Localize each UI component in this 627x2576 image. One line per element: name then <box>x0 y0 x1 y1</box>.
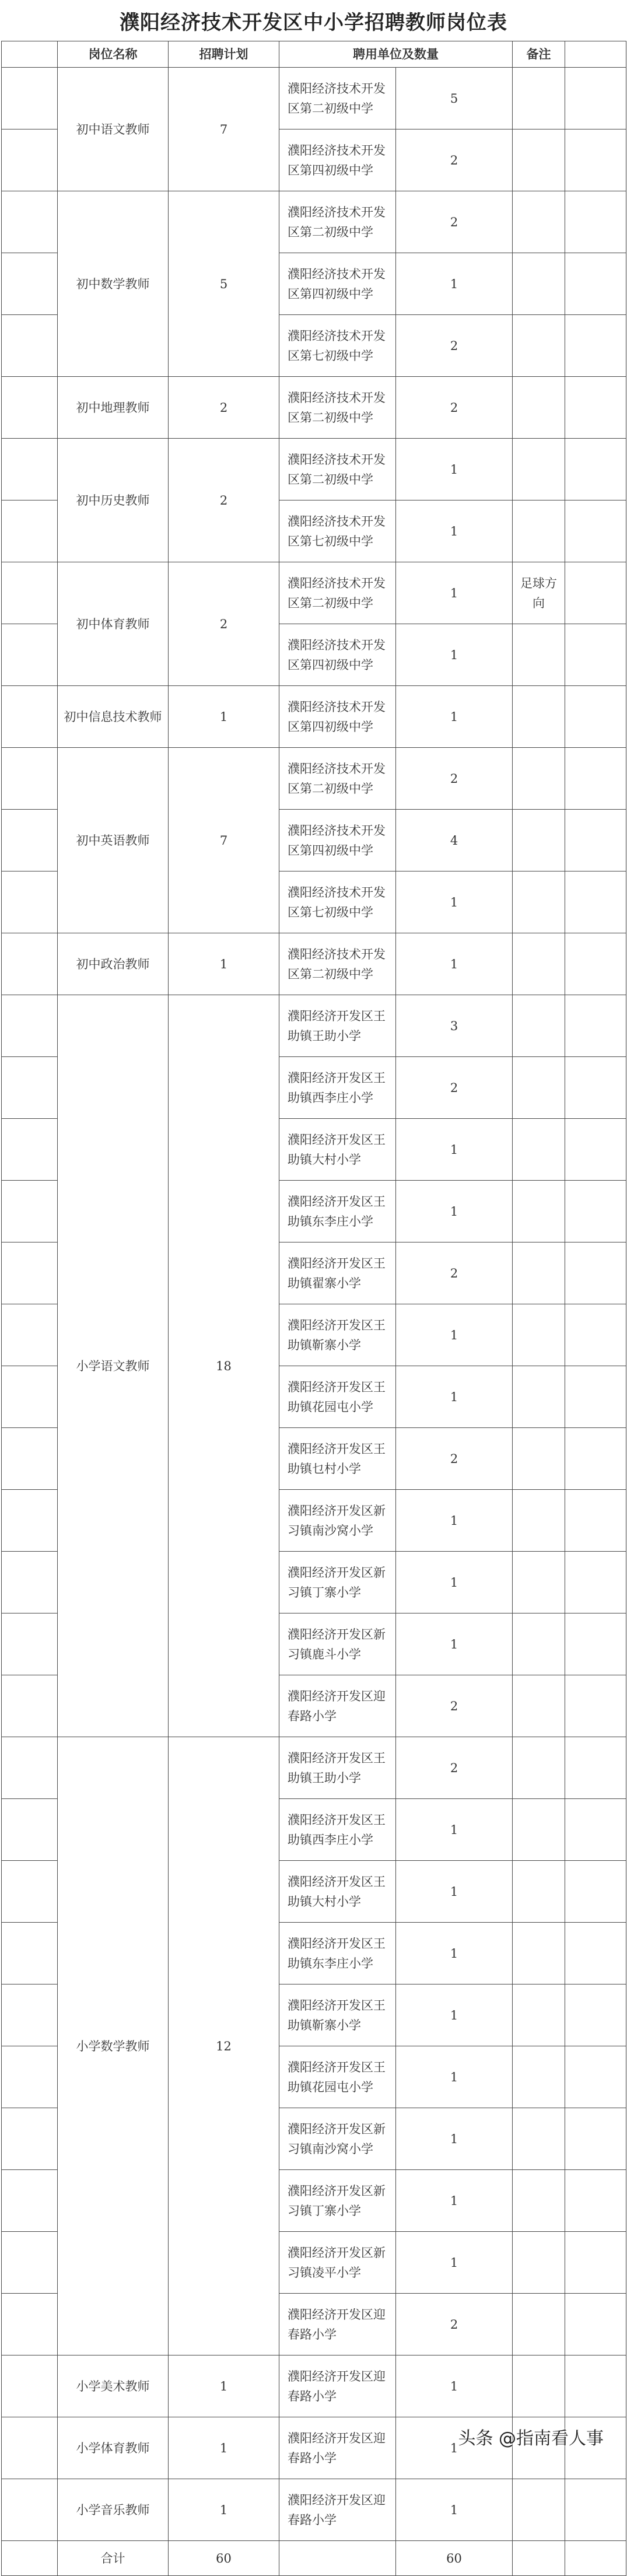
note-cell <box>513 2232 565 2294</box>
note-cell <box>513 1428 565 1490</box>
plan-count-cell: 2 <box>169 439 279 562</box>
page-title: 濮阳经济技术开发区中小学招聘教师岗位表 <box>120 10 507 34</box>
unit-count-cell: 1 <box>396 2356 513 2417</box>
note-cell <box>513 995 565 1057</box>
total-count: 60 <box>396 2541 513 2576</box>
row-blank-cell <box>2 377 58 439</box>
row-blank-cell <box>2 933 58 995</box>
table-row <box>2 562 626 624</box>
table-row <box>2 68 626 130</box>
row-blank-cell <box>2 1119 58 1181</box>
header-plan: 招聘计划 <box>169 41 279 68</box>
note-cell <box>513 810 565 872</box>
unit-name-cell: 濮阳经济技术开发区第二初级中学 <box>279 933 396 995</box>
unit-count-cell: 2 <box>396 1428 513 1490</box>
plan-count-cell: 1 <box>169 933 279 995</box>
unit-count-cell: 2 <box>396 315 513 377</box>
post-name-cell: 初中地理教师 <box>58 377 169 439</box>
extra-cell <box>565 377 626 439</box>
plan-count-cell: 1 <box>169 2479 279 2541</box>
unit-count-cell: 1 <box>396 872 513 933</box>
note-cell <box>513 377 565 439</box>
header-note: 备注 <box>513 41 565 68</box>
header-extra <box>565 41 626 68</box>
post-name-cell: 小学音乐教师 <box>58 2479 169 2541</box>
row-blank-cell <box>2 2294 58 2356</box>
unit-name-cell: 濮阳经济开发区王助镇翟寨小学 <box>279 1242 396 1304</box>
row-blank-cell <box>2 315 58 377</box>
extra-cell <box>565 2170 626 2232</box>
unit-name-cell: 濮阳经济开发区王助镇大村小学 <box>279 1119 396 1181</box>
unit-name-cell: 濮阳经济技术开发区第七初级中学 <box>279 872 396 933</box>
unit-name-cell: 濮阳经济技术开发区第二初级中学 <box>279 439 396 501</box>
table-row <box>2 439 626 501</box>
note-cell <box>513 1552 565 1614</box>
extra-cell <box>565 1923 626 1985</box>
row-blank-cell <box>2 2046 58 2108</box>
unit-count-cell: 2 <box>396 1737 513 1799</box>
table-row <box>2 686 626 748</box>
row-blank-cell <box>2 1552 58 1614</box>
unit-count-cell: 1 <box>396 2170 513 2232</box>
extra-cell <box>565 1181 626 1242</box>
note-cell <box>513 2356 565 2417</box>
unit-count-cell: 1 <box>396 2108 513 2170</box>
unit-count-cell: 1 <box>396 1799 513 1861</box>
unit-name-cell: 濮阳经济开发区王助镇东李庄小学 <box>279 1923 396 1985</box>
watermark: 头条 @指南看人事 <box>458 2428 604 2449</box>
unit-count-cell: 1 <box>396 2417 513 2479</box>
row-blank-cell <box>2 1675 58 1737</box>
table-row <box>2 2356 626 2417</box>
extra-cell <box>565 1737 626 1799</box>
plan-count-cell: 1 <box>169 686 279 748</box>
post-name-cell: 初中数学教师 <box>58 191 169 377</box>
row-blank-cell <box>2 1490 58 1552</box>
total-blank-cell <box>2 2541 58 2576</box>
row-blank-cell <box>2 1428 58 1490</box>
note-cell <box>513 1490 565 1552</box>
row-blank-cell <box>2 1304 58 1366</box>
total-unit-blank <box>279 2541 396 2576</box>
extra-cell <box>565 933 626 995</box>
row-blank-cell <box>2 562 58 624</box>
unit-count-cell: 1 <box>396 562 513 624</box>
note-cell <box>513 1737 565 1799</box>
extra-cell <box>565 2294 626 2356</box>
extra-cell <box>565 686 626 748</box>
note-cell <box>513 1614 565 1675</box>
row-blank-cell <box>2 872 58 933</box>
note-cell <box>513 1119 565 1181</box>
unit-count-cell: 1 <box>396 1552 513 1614</box>
table-row <box>2 191 626 253</box>
unit-name-cell: 濮阳经济开发区王助镇王助小学 <box>279 1737 396 1799</box>
plan-count-cell: 5 <box>169 191 279 377</box>
row-blank-cell <box>2 2108 58 2170</box>
plan-count-cell: 7 <box>169 68 279 191</box>
row-blank-cell <box>2 1861 58 1923</box>
unit-count-cell: 2 <box>396 2294 513 2356</box>
row-blank-cell <box>2 1985 58 2046</box>
extra-cell <box>565 2232 626 2294</box>
post-name-cell: 小学体育教师 <box>58 2417 169 2479</box>
row-blank-cell <box>2 253 58 315</box>
unit-count-cell: 1 <box>396 1985 513 2046</box>
row-blank-cell <box>2 1923 58 1985</box>
extra-cell <box>565 2108 626 2170</box>
unit-name-cell: 濮阳经济技术开发区第二初级中学 <box>279 68 396 130</box>
unit-count-cell: 1 <box>396 1119 513 1181</box>
unit-count-cell: 1 <box>396 1490 513 1552</box>
note-cell <box>513 624 565 686</box>
extra-cell <box>565 1985 626 2046</box>
plan-count-cell: 1 <box>169 2417 279 2479</box>
extra-cell <box>565 315 626 377</box>
extra-cell <box>565 1675 626 1737</box>
header-row <box>2 41 626 68</box>
extra-cell <box>565 562 626 624</box>
total-row <box>2 2541 626 2576</box>
unit-count-cell: 1 <box>396 933 513 995</box>
unit-name-cell: 濮阳经济开发区迎春路小学 <box>279 2356 396 2417</box>
note-cell <box>513 130 565 191</box>
unit-name-cell: 濮阳经济技术开发区第二初级中学 <box>279 191 396 253</box>
unit-name-cell: 濮阳经济开发区王助镇大村小学 <box>279 1861 396 1923</box>
unit-count-cell: 1 <box>396 624 513 686</box>
unit-name-cell: 濮阳经济开发区王助镇花园屯小学 <box>279 1366 396 1428</box>
row-blank-cell <box>2 439 58 501</box>
plan-count-cell: 12 <box>169 1737 279 2356</box>
plan-count-cell: 2 <box>169 377 279 439</box>
unit-name-cell: 濮阳经济技术开发区第二初级中学 <box>279 562 396 624</box>
extra-cell <box>565 439 626 501</box>
post-name-cell: 初中英语教师 <box>58 748 169 933</box>
table-row <box>2 748 626 810</box>
unit-count-cell: 2 <box>396 191 513 253</box>
note-cell <box>513 253 565 315</box>
note-cell <box>513 191 565 253</box>
note-cell <box>513 2170 565 2232</box>
unit-count-cell: 1 <box>396 501 513 562</box>
unit-count-cell: 2 <box>396 130 513 191</box>
extra-cell <box>565 624 626 686</box>
total-plan: 60 <box>169 2541 279 2576</box>
unit-name-cell: 濮阳经济技术开发区第四初级中学 <box>279 686 396 748</box>
unit-name-cell: 濮阳经济开发区王助镇王助小学 <box>279 995 396 1057</box>
extra-cell <box>565 130 626 191</box>
unit-name-cell: 濮阳经济技术开发区第二初级中学 <box>279 377 396 439</box>
unit-name-cell: 濮阳经济技术开发区第四初级中学 <box>279 810 396 872</box>
unit-name-cell: 濮阳经济开发区王助镇西李庄小学 <box>279 1799 396 1861</box>
row-blank-cell <box>2 686 58 748</box>
unit-name-cell: 濮阳经济开发区迎春路小学 <box>279 1675 396 1737</box>
post-name-cell: 初中语文教师 <box>58 68 169 191</box>
unit-name-cell: 濮阳经济开发区王助镇花园屯小学 <box>279 2046 396 2108</box>
extra-cell <box>565 68 626 130</box>
note-cell <box>513 686 565 748</box>
unit-name-cell: 濮阳经济开发区迎春路小学 <box>279 2417 396 2479</box>
note-cell <box>513 1923 565 1985</box>
extra-cell <box>565 810 626 872</box>
unit-count-cell: 5 <box>396 68 513 130</box>
total-label: 合计 <box>58 2541 169 2576</box>
unit-count-cell: 1 <box>396 1366 513 1428</box>
extra-cell <box>565 1428 626 1490</box>
header-blank <box>2 41 58 68</box>
table-row <box>2 377 626 439</box>
note-cell <box>513 501 565 562</box>
unit-name-cell: 濮阳经济开发区新习镇丁寨小学 <box>279 1552 396 1614</box>
row-blank-cell <box>2 995 58 1057</box>
note-cell <box>513 1799 565 1861</box>
unit-count-cell: 3 <box>396 995 513 1057</box>
recruitment-table <box>1 41 626 2576</box>
unit-count-cell: 1 <box>396 1923 513 1985</box>
note-cell <box>513 2479 565 2541</box>
unit-count-cell: 1 <box>396 686 513 748</box>
note-cell <box>513 1985 565 2046</box>
table-row <box>2 2479 626 2541</box>
unit-name-cell: 濮阳经济开发区王助镇靳寨小学 <box>279 1304 396 1366</box>
total-note-blank <box>513 2541 565 2576</box>
extra-cell <box>565 2479 626 2541</box>
extra-cell <box>565 1242 626 1304</box>
post-name-cell: 初中体育教师 <box>58 562 169 686</box>
extra-cell <box>565 1861 626 1923</box>
extra-cell <box>565 1799 626 1861</box>
extra-cell <box>565 1304 626 1366</box>
row-blank-cell <box>2 810 58 872</box>
row-blank-cell <box>2 1799 58 1861</box>
row-blank-cell <box>2 1737 58 1799</box>
unit-count-cell: 2 <box>396 377 513 439</box>
unit-count-cell: 1 <box>396 2479 513 2541</box>
row-blank-cell <box>2 1242 58 1304</box>
extra-cell <box>565 748 626 810</box>
unit-name-cell: 濮阳经济开发区新习镇鹿斗小学 <box>279 1614 396 1675</box>
row-blank-cell <box>2 68 58 130</box>
post-name-cell: 小学语文教师 <box>58 995 169 1737</box>
note-cell <box>513 748 565 810</box>
header-units: 聘用单位及数量 <box>279 41 513 68</box>
unit-name-cell: 濮阳经济技术开发区第四初级中学 <box>279 253 396 315</box>
plan-count-cell: 2 <box>169 562 279 686</box>
row-blank-cell <box>2 130 58 191</box>
note-cell <box>513 1861 565 1923</box>
note-cell <box>513 1675 565 1737</box>
unit-count-cell: 2 <box>396 1057 513 1119</box>
note-cell <box>513 1181 565 1242</box>
unit-count-cell: 1 <box>396 1304 513 1366</box>
note-cell <box>513 933 565 995</box>
unit-count-cell: 1 <box>396 1614 513 1675</box>
header-post: 岗位名称 <box>58 41 169 68</box>
row-blank-cell <box>2 1614 58 1675</box>
row-blank-cell <box>2 748 58 810</box>
note-cell <box>513 439 565 501</box>
unit-count-cell: 2 <box>396 1675 513 1737</box>
note-cell <box>513 1366 565 1428</box>
post-name-cell: 小学美术教师 <box>58 2356 169 2417</box>
extra-cell <box>565 253 626 315</box>
unit-name-cell: 濮阳经济开发区新习镇凌平小学 <box>279 2232 396 2294</box>
unit-count-cell: 1 <box>396 253 513 315</box>
extra-cell <box>565 1490 626 1552</box>
unit-count-cell: 1 <box>396 1181 513 1242</box>
table-row <box>2 1737 626 1799</box>
row-blank-cell <box>2 624 58 686</box>
unit-count-cell: 1 <box>396 2046 513 2108</box>
table-row <box>2 995 626 1057</box>
post-name-cell: 小学数学教师 <box>58 1737 169 2356</box>
note-cell <box>513 2108 565 2170</box>
unit-name-cell: 濮阳经济开发区新习镇丁寨小学 <box>279 2170 396 2232</box>
plan-count-cell: 7 <box>169 748 279 933</box>
note-cell <box>513 1304 565 1366</box>
extra-cell <box>565 1552 626 1614</box>
table-row <box>2 933 626 995</box>
note-cell <box>513 68 565 130</box>
unit-name-cell: 濮阳经济技术开发区第二初级中学 <box>279 748 396 810</box>
unit-count-cell: 2 <box>396 748 513 810</box>
extra-cell <box>565 995 626 1057</box>
note-cell <box>513 1057 565 1119</box>
note-cell <box>513 1242 565 1304</box>
unit-name-cell: 濮阳经济开发区王助镇东李庄小学 <box>279 1181 396 1242</box>
unit-name-cell: 濮阳经济技术开发区第四初级中学 <box>279 130 396 191</box>
row-blank-cell <box>2 2232 58 2294</box>
extra-cell <box>565 2046 626 2108</box>
post-name-cell: 初中政治教师 <box>58 933 169 995</box>
row-blank-cell <box>2 2479 58 2541</box>
row-blank-cell <box>2 1366 58 1428</box>
note-cell <box>513 315 565 377</box>
row-blank-cell <box>2 2417 58 2479</box>
unit-name-cell: 濮阳经济技术开发区第七初级中学 <box>279 315 396 377</box>
extra-cell <box>565 191 626 253</box>
unit-name-cell: 濮阳经济开发区迎春路小学 <box>279 2479 396 2541</box>
extra-cell <box>565 1057 626 1119</box>
extra-cell <box>565 872 626 933</box>
post-name-cell: 初中信息技术教师 <box>58 686 169 748</box>
plan-count-cell: 18 <box>169 995 279 1737</box>
extra-cell <box>565 1366 626 1428</box>
row-blank-cell <box>2 501 58 562</box>
unit-name-cell: 濮阳经济开发区王助镇乜村小学 <box>279 1428 396 1490</box>
note-cell: 足球方向 <box>513 562 565 624</box>
extra-cell <box>565 1119 626 1181</box>
unit-name-cell: 濮阳经济开发区新习镇南沙窝小学 <box>279 1490 396 1552</box>
plan-count-cell: 1 <box>169 2356 279 2417</box>
extra-cell <box>565 2356 626 2417</box>
row-blank-cell <box>2 1057 58 1119</box>
row-blank-cell <box>2 1181 58 1242</box>
unit-count-cell: 4 <box>396 810 513 872</box>
unit-count-cell: 2 <box>396 1242 513 1304</box>
unit-name-cell: 濮阳经济开发区王助镇西李庄小学 <box>279 1057 396 1119</box>
note-cell <box>513 2046 565 2108</box>
extra-cell <box>565 501 626 562</box>
total-extra-blank <box>565 2541 626 2576</box>
row-blank-cell <box>2 191 58 253</box>
table-body <box>2 68 626 2576</box>
unit-name-cell: 濮阳经济技术开发区第七初级中学 <box>279 501 396 562</box>
unit-name-cell: 濮阳经济技术开发区第四初级中学 <box>279 624 396 686</box>
note-cell <box>513 2294 565 2356</box>
unit-name-cell: 濮阳经济开发区王助镇靳寨小学 <box>279 1985 396 2046</box>
unit-name-cell: 濮阳经济开发区迎春路小学 <box>279 2294 396 2356</box>
unit-count-cell: 1 <box>396 2232 513 2294</box>
extra-cell <box>565 1614 626 1675</box>
unit-count-cell: 1 <box>396 1861 513 1923</box>
post-name-cell: 初中历史教师 <box>58 439 169 562</box>
note-cell <box>513 872 565 933</box>
row-blank-cell <box>2 2170 58 2232</box>
unit-count-cell: 1 <box>396 439 513 501</box>
unit-name-cell: 濮阳经济开发区新习镇南沙窝小学 <box>279 2108 396 2170</box>
row-blank-cell <box>2 2356 58 2417</box>
